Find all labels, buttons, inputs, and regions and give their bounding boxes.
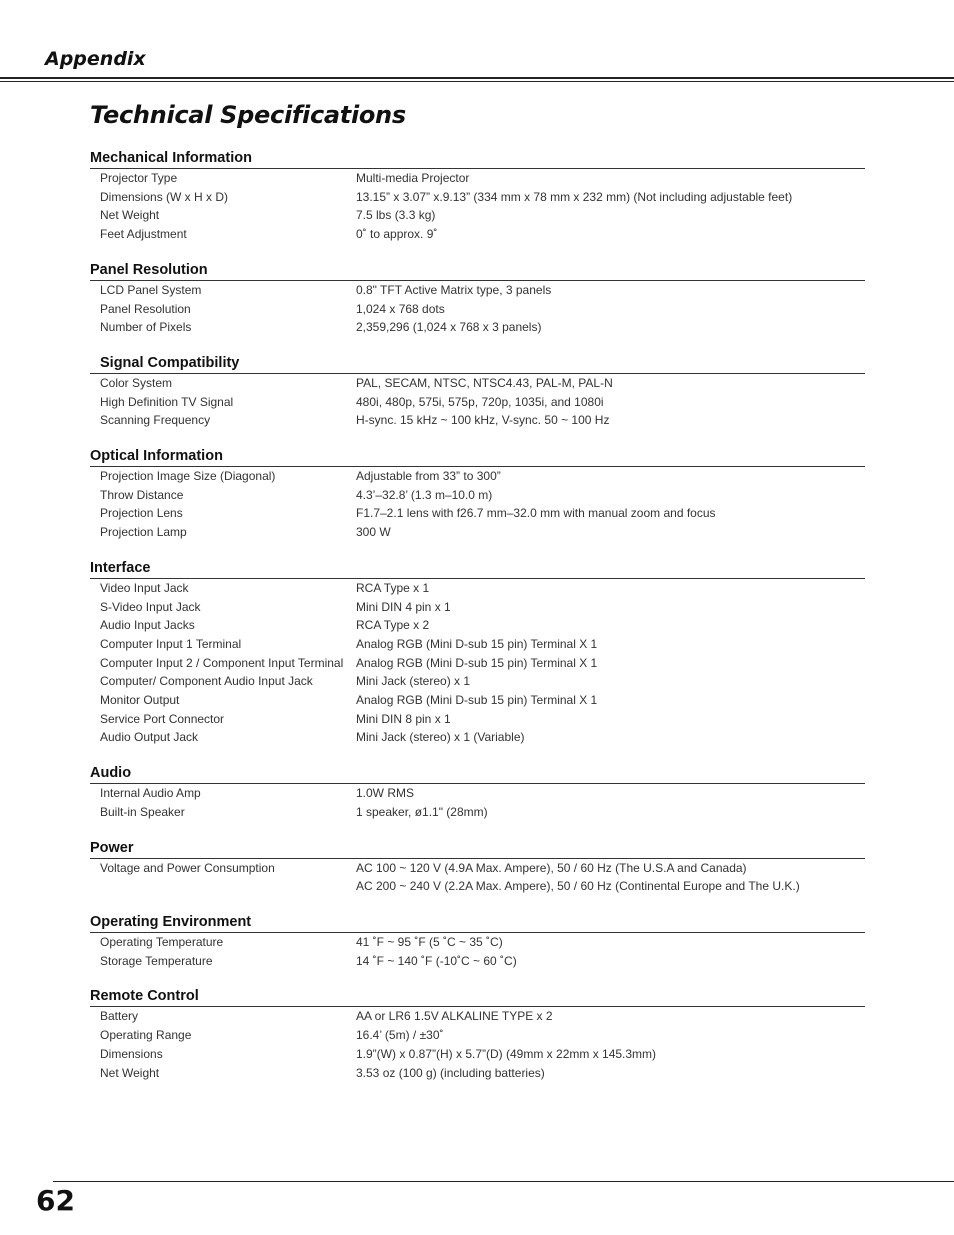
spec-row: [90, 635, 865, 654]
spec-value: 2,359,296 (1,024 x 768 x 3 panels): [356, 320, 542, 335]
spec-value: 1,024 x 768 dots: [356, 301, 445, 316]
spec-section: [90, 149, 865, 244]
spec-label: S-Video Input Jack: [100, 599, 201, 614]
spec-value: F1.7–2.1 lens with f26.7 mm–32.0 mm with manual zoom and focus: [356, 506, 716, 521]
spec-row: [90, 784, 865, 803]
spec-row: [90, 1064, 865, 1083]
spec-row: [90, 504, 865, 523]
spec-label: Storage Temperature: [100, 953, 213, 968]
spec-section: [90, 764, 865, 821]
spec-label: Dimensions (W x H x D): [100, 189, 229, 204]
spec-row: [90, 467, 865, 486]
spec-label: Scanning Frequency: [100, 413, 211, 428]
spec-label: Throw Distance: [100, 487, 184, 502]
spec-row: [90, 281, 865, 300]
spec-value: Multi-media Projector: [356, 171, 470, 185]
spec-row: [90, 318, 865, 337]
spec-row: [90, 393, 865, 412]
header-rule-thin: [0, 81, 954, 82]
spec-label: Net Weight: [100, 1065, 160, 1080]
section-header: Appendix: [45, 48, 146, 70]
page-title: Technical Specifications: [90, 101, 406, 129]
spec-value: 3.53 oz (100 g) (including batteries): [356, 1065, 545, 1080]
spec-value: 14 ˚F ~ 140 ˚F (-10˚C ~ 60 ˚C): [356, 953, 517, 968]
spec-label: Computer/ Component Audio Input Jack: [100, 674, 313, 689]
spec-value: AA or LR6 1.5V ALKALINE TYPE x 2: [356, 1009, 553, 1024]
spec-label: Number of Pixels: [100, 320, 192, 335]
spec-row: [90, 486, 865, 505]
section-title: Panel Resolution: [90, 261, 865, 281]
spec-label: Service Port Connector: [100, 711, 225, 726]
spec-value: Mini DIN 8 pin x 1: [356, 711, 451, 726]
spec-value: Adjustable from 33” to 300”: [356, 469, 501, 484]
spec-label: Computer Input 2 / Component Input Terminal: [100, 655, 344, 670]
spec-label: Internal Audio Amp: [100, 786, 201, 801]
spec-label: Built-in Speaker: [100, 804, 185, 819]
spec-value: Mini Jack (stereo) x 1 (Variable): [356, 730, 525, 745]
spec-label: Dimensions: [100, 1046, 163, 1061]
spec-value: 13.15” x 3.07” x.9.13” (334 mm x 78 mm x 232 mm) (Not including adjustable feet): [356, 189, 793, 204]
spec-value: RCA Type x 2: [356, 618, 430, 633]
footer-rule: [53, 1181, 954, 1182]
spec-row: [90, 877, 865, 896]
section-title: Interface: [90, 559, 865, 579]
spec-value: 0.8" TFT Active Matrix type, 3 panels: [356, 282, 552, 297]
spec-row: [90, 523, 865, 542]
spec-value: AC 200 ~ 240 V (2.2A Max. Ampere), 50 / 60 Hz (Continental Europe and The U.K.): [356, 879, 800, 894]
spec-row: [90, 803, 865, 822]
spec-value: H-sync. 15 kHz ~ 100 kHz, V-sync. 50 ~ 100 Hz: [356, 413, 610, 428]
spec-value: 1.9”(W) x 0.87”(H) x 5.7”(D) (49mm x 22mm x 145.3mm): [356, 1046, 657, 1061]
spec-row: [90, 300, 865, 319]
spec-row: [90, 188, 865, 207]
spec-row: [90, 225, 865, 244]
spec-value: Analog RGB (Mini D-sub 15 pin) Terminal X 1: [356, 636, 598, 651]
section-title: Operating Environment: [90, 913, 865, 933]
section-title: Optical Information: [90, 447, 865, 467]
spec-section: [90, 559, 865, 747]
spec-row: [90, 1045, 865, 1064]
spec-label: [90, 877, 356, 896]
spec-row: [90, 933, 865, 952]
spec-value: 1 speaker, ø1.1" (28mm): [356, 804, 488, 819]
spec-section: [90, 839, 865, 896]
spec-label: Voltage and Power Consumption: [100, 860, 275, 875]
spec-value: AC 100 ~ 120 V (4.9A Max. Ampere), 50 / 60 Hz (The U.S.A and Canada): [356, 860, 747, 875]
spec-label: Panel Resolution: [100, 301, 191, 316]
spec-row: [90, 616, 865, 635]
section-title: Signal Compatibility: [90, 354, 865, 374]
spec-label: Audio Input Jacks: [100, 618, 195, 633]
spec-value: 4.3’–32.8’ (1.3 m–10.0 m): [356, 487, 493, 502]
spec-label: Battery: [100, 1009, 139, 1024]
header-rule: [0, 77, 954, 79]
section-title: Power: [90, 839, 865, 859]
spec-label: Net Weight: [100, 208, 160, 223]
spec-row: [90, 710, 865, 729]
spec-row: [90, 672, 865, 691]
spec-label: Projection Image Size (Diagonal): [100, 469, 276, 484]
spec-label: Projector Type: [100, 171, 178, 185]
spec-label: Projection Lens: [100, 506, 183, 521]
spec-value: 0˚ to approx. 9˚: [356, 227, 438, 242]
section-title: Remote Control: [90, 987, 865, 1007]
spec-label: Video Input Jack: [100, 580, 189, 595]
section-title: Audio: [90, 764, 865, 784]
section-title: Mechanical Information: [90, 149, 865, 169]
spec-section: [90, 261, 865, 337]
spec-value: 7.5 lbs (3.3 kg): [356, 208, 436, 223]
spec-row: [90, 169, 865, 188]
spec-label: Operating Temperature: [100, 934, 224, 949]
spec-row: [90, 654, 865, 673]
spec-label: Computer Input 1 Terminal: [100, 636, 242, 651]
spec-row: [90, 728, 865, 747]
spec-row: [90, 952, 865, 971]
spec-row: [90, 411, 865, 430]
spec-table: [90, 149, 865, 1099]
spec-section: [90, 987, 865, 1082]
spec-value: 300 W: [356, 525, 391, 540]
spec-row: [90, 598, 865, 617]
spec-row: [90, 579, 865, 598]
page-number: 62: [36, 1184, 75, 1217]
spec-value: Mini DIN 4 pin x 1: [356, 599, 451, 614]
spec-label: LCD Panel System: [100, 282, 202, 297]
spec-row: [90, 859, 865, 878]
spec-value: Analog RGB (Mini D-sub 15 pin) Terminal X 1: [356, 693, 598, 708]
spec-value: 41 ˚F ~ 95 ˚F (5 ˚C ~ 35 ˚C): [356, 934, 503, 949]
spec-value: 16.4’ (5m) / ±30˚: [356, 1028, 444, 1043]
spec-label: High Definition TV Signal: [100, 394, 234, 409]
spec-label: Audio Output Jack: [100, 730, 199, 745]
spec-section: [90, 447, 865, 542]
spec-value: 480i, 480p, 575i, 575p, 720p, 1035i, and 1080i: [356, 394, 604, 409]
spec-value: PAL, SECAM, NTSC, NTSC4.43, PAL-M, PAL-N: [356, 375, 613, 390]
spec-row: [90, 1007, 865, 1026]
spec-row: [90, 374, 865, 393]
spec-label: Projection Lamp: [100, 525, 187, 540]
spec-label: Color System: [100, 375, 173, 390]
spec-value: Analog RGB (Mini D-sub 15 pin) Terminal X 1: [356, 655, 598, 670]
spec-row: [90, 206, 865, 225]
spec-row: [90, 1026, 865, 1045]
spec-value: 1.0W RMS: [356, 786, 415, 801]
spec-value: RCA Type x 1: [356, 580, 430, 595]
spec-section: [90, 913, 865, 970]
spec-label: Monitor Output: [100, 693, 180, 708]
spec-row: [90, 691, 865, 710]
spec-section: [90, 354, 865, 430]
spec-value: Mini Jack (stereo) x 1: [356, 674, 471, 689]
spec-label: Operating Range: [100, 1028, 192, 1043]
spec-label: Feet Adjustment: [100, 227, 187, 242]
